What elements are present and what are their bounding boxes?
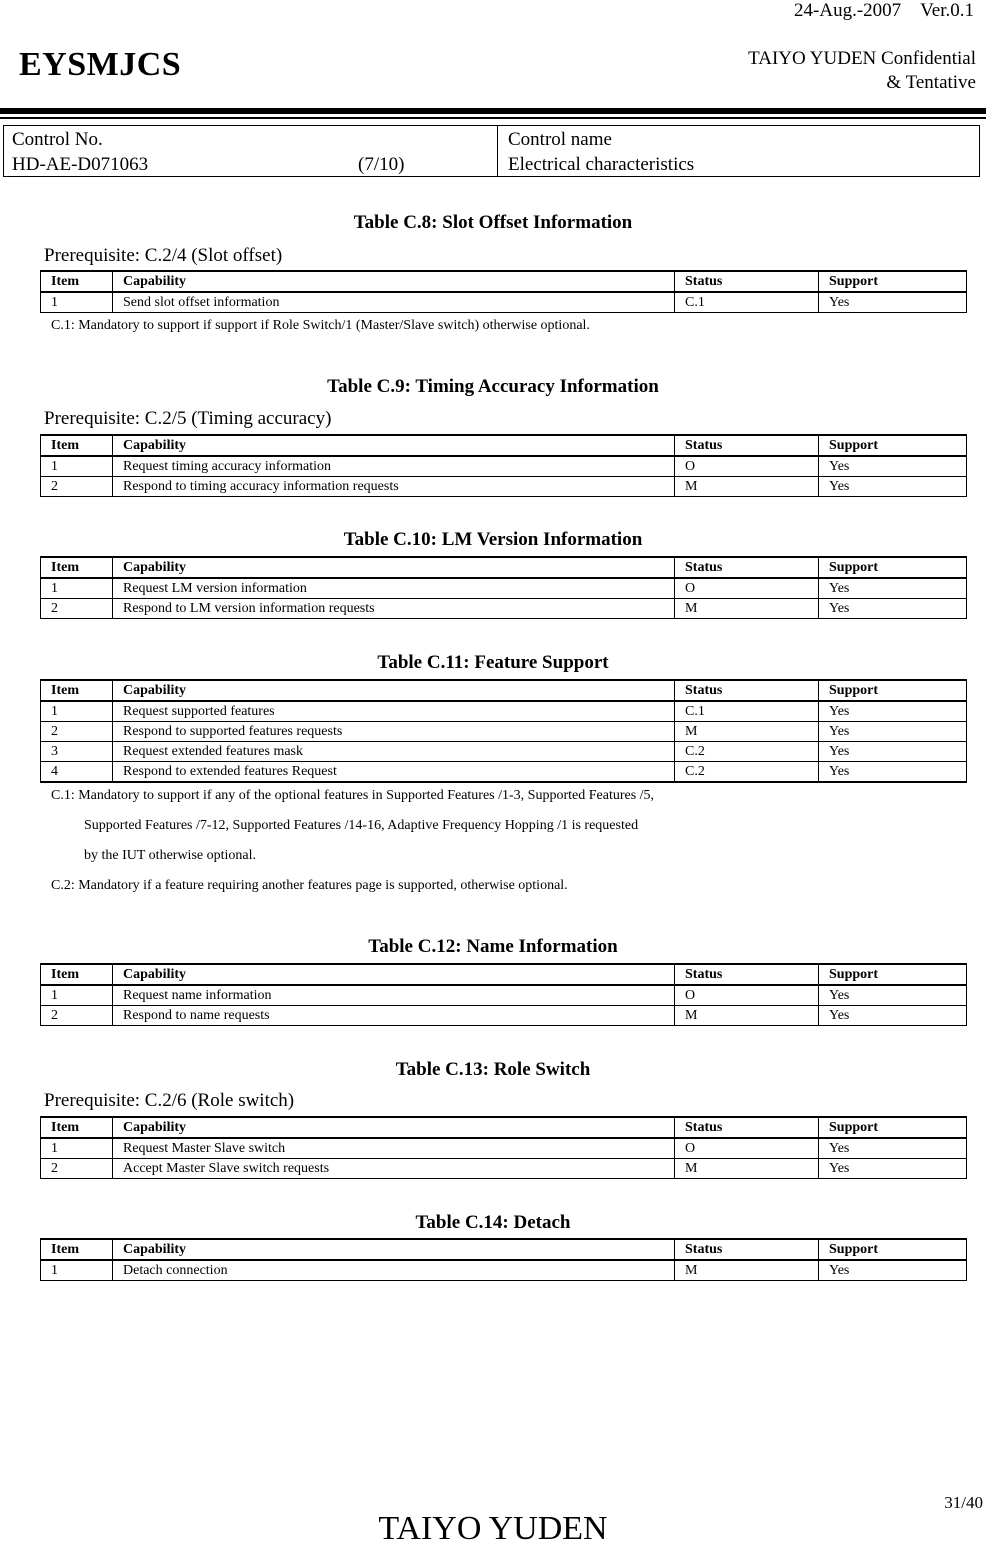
cell-support: Yes — [819, 722, 967, 742]
table-title: Table C.9: Timing Accuracy Information — [327, 376, 659, 397]
cell-item: 2 — [41, 477, 113, 497]
control-name-label: Control name — [508, 129, 612, 150]
spec-table-c11 — [40, 679, 967, 783]
note-c1-line3: by the IUT otherwise optional. — [84, 848, 256, 863]
cell-item: 1 — [41, 1260, 113, 1281]
cell-capability: Accept Master Slave switch requests — [113, 1159, 675, 1179]
table-row — [41, 1138, 967, 1159]
table-notes — [51, 781, 654, 901]
cell-capability: Respond to timing accuracy information requests — [113, 477, 675, 497]
cell-status: M — [675, 1006, 819, 1026]
column-header-status: Status — [675, 1117, 819, 1138]
table-prerequisite: Prerequisite: C.2/5 (Timing accuracy) — [44, 408, 332, 429]
spec-table-c12 — [40, 963, 967, 1026]
column-header-capability: Capability — [113, 271, 675, 292]
column-header-item: Item — [41, 1117, 113, 1138]
cell-item: 1 — [41, 456, 113, 477]
cell-item: 2 — [41, 599, 113, 619]
column-header-capability: Capability — [113, 1117, 675, 1138]
table-title: Table C.13: Role Switch — [395, 1059, 591, 1080]
cell-item: 2 — [41, 722, 113, 742]
table-row — [41, 722, 967, 742]
document-code: EYSMJCS — [19, 46, 182, 83]
note-c1: C.1: Mandatory to support if support if Role Switch/1 (Master/Slave switch) otherwise optional. — [51, 318, 590, 333]
cell-item: 1 — [41, 701, 113, 722]
cell-status: O — [675, 985, 819, 1006]
cell-status: C.2 — [675, 742, 819, 762]
control-name-value: Electrical characteristics — [508, 154, 695, 175]
cell-capability: Request extended features mask — [113, 742, 675, 762]
cell-capability: Request timing accuracy information — [113, 456, 675, 477]
column-header-item: Item — [41, 271, 113, 292]
column-header-item: Item — [41, 680, 113, 701]
column-header-item: Item — [41, 557, 113, 578]
table-row — [41, 762, 967, 783]
column-header-status: Status — [675, 1239, 819, 1260]
cell-support: Yes — [819, 742, 967, 762]
column-header-support: Support — [819, 271, 967, 292]
cell-support: Yes — [819, 477, 967, 497]
table-title: Table C.12: Name Information — [368, 936, 618, 957]
cell-support: Yes — [819, 1138, 967, 1159]
cell-capability: Request Master Slave switch — [113, 1138, 675, 1159]
spec-table-c10 — [40, 556, 967, 619]
control-number-value: HD-AE-D071063 — [12, 154, 149, 175]
table-note — [51, 311, 590, 341]
document-date: 24-Aug.-2007 — [794, 0, 902, 21]
confidential-line-1: TAIYO YUDEN Confidential — [748, 48, 976, 69]
column-header-support: Support — [819, 557, 967, 578]
confidential-line-2: & Tentative — [886, 72, 976, 93]
table-row — [41, 456, 967, 477]
cell-status: O — [675, 578, 819, 599]
section-page-fraction: (7/10) — [358, 154, 405, 175]
cell-status: C.1 — [675, 292, 819, 313]
cell-capability: Request LM version information — [113, 578, 675, 599]
table-title: Table C.10: LM Version Information — [343, 529, 643, 550]
confidentiality-notice — [748, 47, 976, 95]
column-header-capability: Capability — [113, 557, 675, 578]
cell-capability: Respond to name requests — [113, 1006, 675, 1026]
table-row — [41, 477, 967, 497]
table-prerequisite: Prerequisite: C.2/4 (Slot offset) — [44, 245, 283, 266]
cell-support: Yes — [819, 985, 967, 1006]
footer-brand: TAIYO YUDEN — [378, 1510, 608, 1547]
cell-status: M — [675, 722, 819, 742]
column-header-support: Support — [819, 964, 967, 985]
column-header-status: Status — [675, 557, 819, 578]
table-row — [41, 1006, 967, 1026]
table-title: Table C.14: Detach — [415, 1212, 571, 1233]
cell-support: Yes — [819, 578, 967, 599]
column-header-capability: Capability — [113, 680, 675, 701]
column-header-item: Item — [41, 1239, 113, 1260]
spec-table-c8 — [40, 270, 967, 313]
cell-item: 1 — [41, 578, 113, 599]
column-header-support: Support — [819, 1239, 967, 1260]
cell-support: Yes — [819, 1159, 967, 1179]
column-header-support: Support — [819, 435, 967, 456]
cell-status: C.2 — [675, 762, 819, 783]
table-header-row — [41, 680, 967, 701]
cell-status: C.1 — [675, 701, 819, 722]
column-header-status: Status — [675, 435, 819, 456]
column-header-capability: Capability — [113, 435, 675, 456]
cell-item: 4 — [41, 762, 113, 783]
table-header-row — [41, 1239, 967, 1260]
spec-table-c14 — [40, 1238, 967, 1281]
column-header-status: Status — [675, 680, 819, 701]
cell-capability: Respond to supported features requests — [113, 722, 675, 742]
cell-item: 2 — [41, 1159, 113, 1179]
page-number: 31/40 — [944, 1493, 983, 1512]
table-row — [41, 701, 967, 722]
column-header-item: Item — [41, 964, 113, 985]
control-info-box — [3, 125, 980, 177]
table-header-row — [41, 271, 967, 292]
cell-support: Yes — [819, 292, 967, 313]
cell-support: Yes — [819, 1006, 967, 1026]
cell-support: Yes — [819, 456, 967, 477]
table-prerequisite: Prerequisite: C.2/6 (Role switch) — [44, 1090, 295, 1111]
column-header-support: Support — [819, 1117, 967, 1138]
note-c1-line1: C.1: Mandatory to support if any of the optional features in Supported Features /1-3, Supported Features /5, — [51, 788, 655, 803]
table-row — [41, 292, 967, 313]
table-row — [41, 985, 967, 1006]
column-header-item: Item — [41, 435, 113, 456]
table-header-row — [41, 435, 967, 456]
cell-support: Yes — [819, 599, 967, 619]
cell-capability: Request name information — [113, 985, 675, 1006]
spec-table-c13 — [40, 1116, 967, 1179]
table-row — [41, 1159, 967, 1179]
note-c1-line2: Supported Features /7-12, Supported Features /14-16, Adaptive Frequency Hopping /1 is requested — [84, 818, 639, 833]
date-version — [794, 0, 974, 22]
table-row — [41, 578, 967, 599]
column-header-capability: Capability — [113, 1239, 675, 1260]
cell-status: M — [675, 1260, 819, 1281]
table-title: Table C.8: Slot Offset Information — [353, 212, 633, 233]
header-rule-thick — [0, 108, 986, 114]
column-header-status: Status — [675, 964, 819, 985]
table-header-row — [41, 964, 967, 985]
table-header-row — [41, 1117, 967, 1138]
table-row — [41, 1260, 967, 1281]
header-rule-thin — [0, 117, 986, 119]
cell-support: Yes — [819, 1260, 967, 1281]
cell-support: Yes — [819, 762, 967, 783]
cell-item: 2 — [41, 1006, 113, 1026]
table-title: Table C.11: Feature Support — [377, 652, 609, 673]
cell-item: 1 — [41, 985, 113, 1006]
cell-item: 1 — [41, 292, 113, 313]
cell-capability: Send slot offset information — [113, 292, 675, 313]
cell-support: Yes — [819, 701, 967, 722]
cell-status: M — [675, 1159, 819, 1179]
column-header-support: Support — [819, 680, 967, 701]
cell-item: 3 — [41, 742, 113, 762]
cell-status: M — [675, 477, 819, 497]
control-number-label: Control No. — [12, 129, 103, 150]
table-header-row — [41, 557, 967, 578]
cell-capability: Request supported features — [113, 701, 675, 722]
column-header-capability: Capability — [113, 964, 675, 985]
table-row — [41, 742, 967, 762]
cell-capability: Respond to extended features Request — [113, 762, 675, 783]
note-c2: C.2: Mandatory if a feature requiring another features page is supported, otherwise optional. — [51, 878, 568, 893]
cell-status: O — [675, 456, 819, 477]
table-row — [41, 599, 967, 619]
cell-item: 1 — [41, 1138, 113, 1159]
cell-status: M — [675, 599, 819, 619]
control-number-cell — [4, 126, 498, 176]
document-version: Ver.0.1 — [920, 0, 974, 21]
column-header-status: Status — [675, 271, 819, 292]
cell-capability: Detach connection — [113, 1260, 675, 1281]
cell-capability: Respond to LM version information requests — [113, 599, 675, 619]
control-name-cell — [498, 126, 979, 176]
spec-table-c9 — [40, 434, 967, 497]
cell-status: O — [675, 1138, 819, 1159]
